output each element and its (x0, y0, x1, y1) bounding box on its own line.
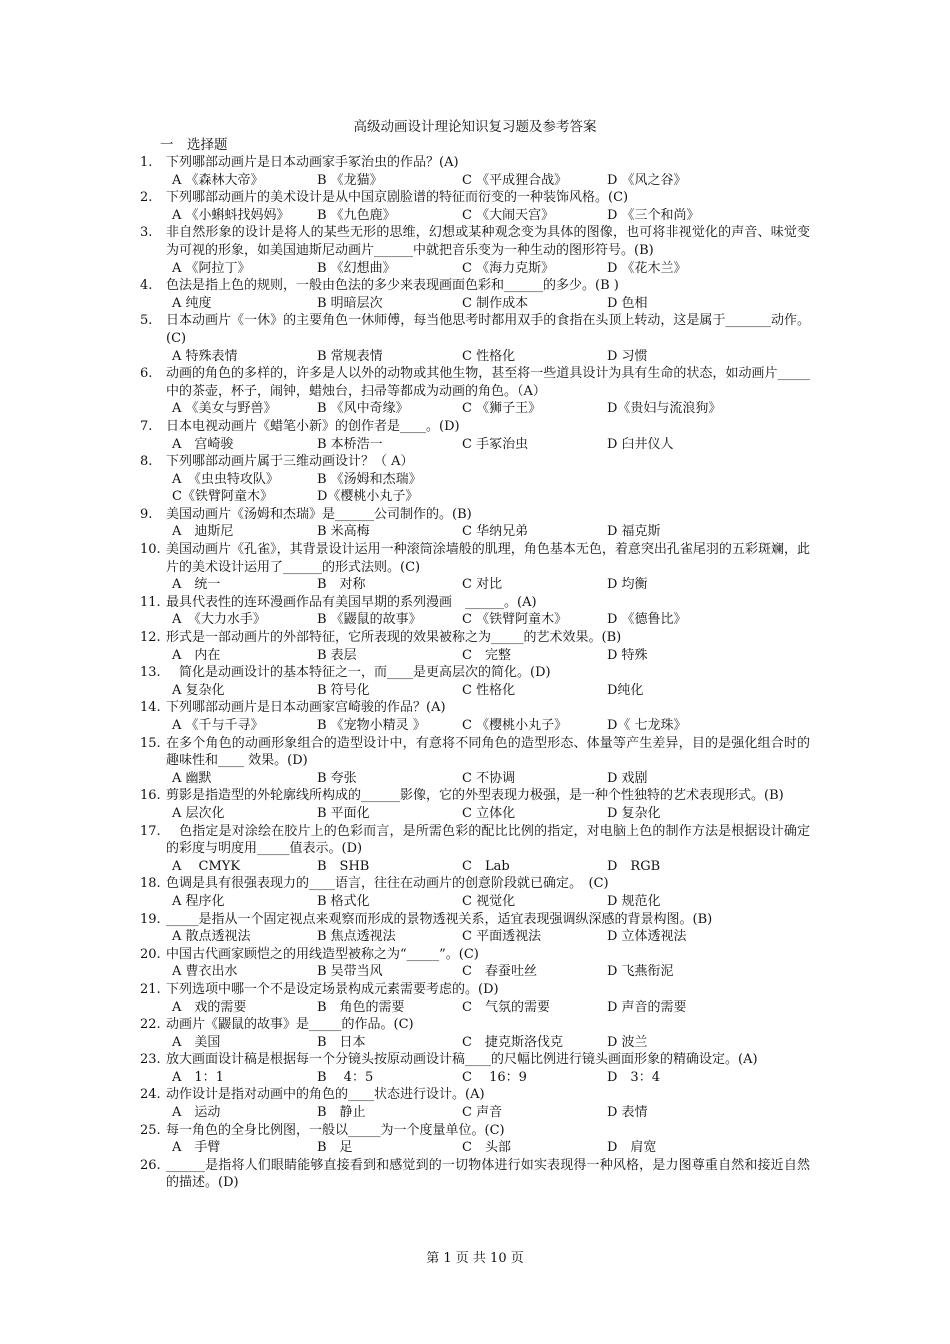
answer-option: D 色相 (607, 295, 648, 311)
answer-option: D 《风之谷》 (607, 172, 687, 188)
answer-option: B 日本 (317, 1034, 366, 1050)
answer-option: B 夸张 (317, 770, 357, 786)
answer-options (172, 1069, 810, 1087)
question-item (140, 312, 810, 365)
question-item (140, 787, 810, 822)
answer-option: D 规范化 (607, 893, 661, 909)
answer-option: B 《鼹鼠的故事》 (317, 612, 422, 628)
answer-option: C 声音 (462, 1105, 503, 1121)
question-number: 16. (140, 788, 161, 804)
answer-option: C 16：9 (462, 1069, 527, 1085)
question-number: 21. (140, 981, 161, 997)
answer-option: A 散点透视法 (172, 929, 251, 945)
question-item (140, 488, 810, 506)
answer-option: C 不协调 (462, 770, 516, 786)
answer-option: D 声音的需要 (607, 999, 687, 1015)
answer-options (172, 717, 810, 735)
question-text: 下列哪部动画片属于三维动画设计？（ A） (166, 454, 414, 470)
question-text: 色指定是对涂绘在胶片上的色彩而言，是所需色彩的配比比例的指定，对电脑上色的制作方法是根据设计确定的彩度与明度用_____值表示。(D) (166, 823, 810, 857)
answer-option: C 《樱桃小丸子》 (462, 718, 568, 733)
question-text: 美国动画片《孔雀》，其背景设计运用一种滚筒涂墙般的肌理，角色基本无色，着意突出孔雀尾羽的五彩斑斓，此片的美术设计运用了______的形式法则。(C) (166, 542, 810, 575)
answer-option: A 特殊表情 (172, 348, 238, 364)
question-number: 10. (140, 542, 161, 558)
answer-options (172, 260, 810, 278)
answer-options (172, 1034, 810, 1052)
question-number: 25. (140, 1122, 161, 1138)
answer-option: D纯化 (607, 682, 644, 698)
answer-options (172, 576, 810, 594)
answer-option: B 常规表情 (317, 348, 383, 364)
answer-option: A 复杂化 (172, 682, 225, 698)
answer-options (172, 611, 810, 629)
question-text: 色调是具有很强表现力的____语言，往往在动画片的创意阶段就已确定。 (C) (166, 876, 609, 892)
answer-option: D 特殊 (607, 647, 648, 663)
answer-option: B 平面化 (317, 805, 370, 821)
answer-option: D 《花木兰》 (607, 260, 687, 276)
page-footer: 第 1 页 共 10 页 (426, 1251, 524, 1266)
question-number: 20. (140, 946, 161, 962)
question-item (140, 735, 810, 788)
answer-option: B SHB (317, 858, 370, 874)
answer-option: C 性格化 (462, 682, 516, 698)
answer-option: D 福克斯 (607, 524, 661, 540)
answer-options (172, 523, 810, 541)
answer-option: C 《平成狸合战》 (462, 172, 568, 188)
answer-options (172, 172, 810, 190)
question-number: 9. (140, 506, 153, 522)
question-text: 剪影是指造型的外轮廓线所构成的______影像，它的外型表现力极强，是一种个性独特的艺术表现形式。(B) (166, 788, 784, 804)
answer-option: C 性格化 (462, 348, 516, 364)
answer-option: D 习惯 (607, 348, 648, 364)
answer-option: D 《三个和尚》 (607, 207, 700, 223)
question-item (140, 699, 810, 734)
question-item (140, 453, 810, 488)
answer-option: D 臼井仪人 (607, 436, 674, 452)
answer-options (172, 1139, 810, 1157)
answer-option: D 飞燕衔泥 (607, 964, 674, 980)
answer-option: B 表层 (317, 647, 357, 663)
answer-option: B 《风中奇缘》 (317, 401, 409, 417)
answer-option: A 宫崎骏 (172, 436, 234, 452)
question-number: 13. (140, 665, 161, 681)
question-item (140, 1122, 810, 1157)
answer-options (172, 893, 810, 911)
answer-options (172, 805, 810, 823)
answer-option: B 《龙猫》 (317, 172, 383, 188)
question-text: 形式是一部动画片的外部特征，它所表现的效果被称之为_____的艺术效果。(B) (166, 630, 622, 646)
answer-option: B 静止 (317, 1105, 366, 1121)
answer-option: D RGB (607, 858, 661, 874)
answer-options (172, 858, 810, 876)
answer-options (172, 207, 810, 225)
question-text: _____是指从一个固定视点来观察而形成的景物透视关系，适宜表现强调纵深感的背景构图。(B) (166, 911, 713, 927)
answer-options (172, 928, 810, 946)
answer-option: D 3：4 (607, 1069, 660, 1085)
answer-option: C 立体化 (462, 805, 516, 821)
question-item (140, 1051, 810, 1086)
answer-option: A 内在 (172, 647, 221, 663)
question-number: 17. (140, 823, 161, 839)
answer-options (172, 295, 810, 313)
answer-options (172, 488, 810, 506)
question-text: 最具代表性的连环漫画作品有美国早期的系列漫画 ______。(A) (166, 594, 537, 610)
answer-option: A 纯度 (172, 295, 212, 311)
question-number: 23. (140, 1052, 161, 1068)
question-number: 2. (140, 190, 153, 206)
answer-option: B 吴带当风 (317, 964, 383, 980)
answer-options (172, 999, 810, 1017)
question-text: 简化是动画设计的基本特征之一，而____是更高层次的简化。(D) (166, 665, 551, 681)
question-text: ______是指将人们眼睛能够直接看到和感觉到的一切物体进行如实表现得一种风格，是力图尊重自然和接近自然的描述。(D) (166, 1157, 810, 1191)
answer-option: A 《森林大帝》 (172, 172, 264, 188)
answer-options (172, 348, 810, 366)
answer-option: C 捷克斯洛伐克 (462, 1034, 563, 1050)
question-text: 动画的角色的多样的，许多是人以外的动物或其他生物，甚至将一些道具设计为具有生命的状态，如动画片_____中的茶壶，杯子，闹钟，蜡烛台，扫帚等都成为动画的角色。（A） (166, 366, 810, 399)
question-list (140, 154, 810, 1192)
answer-option: D 复杂化 (607, 805, 661, 821)
question-number: 15. (140, 735, 161, 751)
answer-option: A 美国 (172, 1034, 221, 1050)
answer-option: D 《德鲁比》 (607, 612, 687, 628)
answer-option: D 均衡 (607, 577, 648, 593)
question-text: 在多个角色的动画形象组合的造型设计中，有意将不同角色的造型形态、体量等产生差异，目的是强化组合时的趣味性和____ 效果。(D) (166, 735, 810, 769)
answer-option: D《贵妇与流浪狗》 (607, 401, 722, 417)
answer-options (172, 647, 810, 665)
answer-option: B 明暗层次 (317, 295, 383, 311)
answer-option: C 视觉化 (462, 893, 516, 909)
answer-option: C 头部 (462, 1140, 511, 1156)
answer-option: B 米高梅 (317, 524, 370, 540)
question-number: 19. (140, 911, 161, 927)
answer-option: A 手臂 (172, 1140, 221, 1156)
question-text: 下列选项中哪一个不是设定场景构成元素需要考虑的。(D) (166, 981, 499, 997)
answer-option: A 程序化 (172, 893, 225, 909)
question-number: 12. (140, 630, 161, 646)
answer-option: B 符号化 (317, 682, 370, 698)
answer-option: D 波兰 (607, 1034, 648, 1050)
answer-option: B 对称 (317, 577, 366, 593)
answer-option: A 幽默 (172, 770, 212, 786)
answer-option: C 《大闹天宫》 (462, 207, 555, 223)
answer-option: A 《大力水手》 (172, 612, 266, 628)
question-item (140, 154, 810, 189)
question-text: 动画片《鼹鼠的故事》是_____的作品。(C) (166, 1017, 414, 1033)
answer-option: B 角色的需要 (317, 999, 405, 1015)
answer-option: C 制作成本 (462, 295, 529, 311)
answer-option: A CMYK (172, 858, 241, 874)
question-number: 3. (140, 225, 153, 241)
answer-option: A 1：1 (172, 1069, 224, 1085)
question-text: 中国古代画家顾恺之的用线造型被称之为“_____”。(C) (166, 946, 479, 962)
question-text: 动作设计是指对动画中的角色的____状态进行设计。(A) (166, 1087, 485, 1103)
answer-option: B 《汤姆和杰瑞》 (317, 471, 422, 487)
question-number: 14. (140, 700, 161, 716)
question-text: 美国动画片《汤姆和杰瑞》是______公司制作的。(B) (166, 506, 472, 522)
answer-option: C 完整 (462, 647, 511, 663)
answer-option: A 曹衣出水 (172, 964, 238, 980)
answer-option: B 《九色鹿》 (317, 207, 396, 223)
answer-option: A 层次化 (172, 805, 225, 821)
question-item (140, 277, 810, 312)
answer-option: D 戏剧 (607, 770, 648, 786)
question-text: 下列哪部动画片是日本动画家手冢治虫的作品？(A) (166, 155, 459, 170)
question-item (140, 1016, 810, 1051)
answer-option: C Lab (462, 858, 510, 874)
question-number: 7. (140, 418, 153, 434)
answer-option: C 平面透视法 (462, 929, 542, 945)
answer-option: D 肩宽 (607, 1140, 657, 1156)
question-item (140, 541, 810, 594)
answer-option: D 表情 (607, 1105, 648, 1121)
question-item (140, 1157, 810, 1192)
answer-option: C 气氛的需要 (462, 999, 550, 1015)
question-item (140, 629, 810, 664)
answer-options (172, 1104, 810, 1122)
answer-option: B 4：5 (317, 1069, 374, 1085)
question-item (140, 823, 810, 876)
question-item (140, 506, 810, 541)
answer-option: C 手冢治虫 (462, 436, 529, 452)
question-item (140, 189, 810, 224)
answer-option: B 《宠物小精灵 》 (317, 718, 426, 733)
question-item (140, 946, 810, 981)
answer-option: C 对比 (462, 577, 503, 593)
question-number: 26. (140, 1157, 161, 1173)
answer-option: C 华纳兄弟 (462, 524, 529, 540)
answer-option: A 运动 (172, 1105, 221, 1121)
answer-options (172, 682, 810, 700)
question-item (140, 418, 810, 453)
answer-option: A 《阿拉丁》 (172, 260, 251, 276)
answer-option: C 春蚕吐丝 (462, 964, 537, 980)
question-item (140, 1086, 810, 1121)
answer-option: C 《海力克斯》 (462, 260, 555, 276)
question-number: 1. (140, 155, 153, 170)
question-text: 色法是指上色的规则，一般由色法的多少来表现画面色彩和______的多少。(B ) (166, 278, 619, 294)
answer-options (172, 471, 810, 489)
answer-option: B 焦点透视法 (317, 929, 396, 945)
answer-options (172, 770, 810, 788)
question-number: 24. (140, 1087, 161, 1103)
question-text: 下列哪部动画片是日本动画家宫崎骏的作品？(A) (166, 700, 446, 716)
question-text: 非自然形象的设计是将人的某些无形的思维，幻想或某种观念变为具体的图像，也可将非视觉化的声音、味觉变为可视的形象，如美国迪斯尼动画片______中就把音乐变为一种生动的图形符号。(B) (166, 225, 810, 258)
answer-option: D《 七龙珠》 (607, 718, 687, 733)
answer-option: B 本桥浩一 (317, 436, 383, 452)
answer-option: A 统一 (172, 577, 221, 593)
question-number: 4. (140, 278, 153, 294)
answer-option: A 《千与千寻》 (172, 718, 264, 733)
question-item (140, 664, 810, 699)
question-text: 放大画面设计稿是根据每一个分镜头按原动画设计稿____的尺幅比例进行镜头画面形象的精确设定。(A) (166, 1052, 758, 1068)
question-number: 11. (140, 594, 161, 610)
question-item (140, 911, 810, 946)
answer-options (172, 963, 810, 981)
answer-option: A 《小蝌蚪找妈妈》 (172, 207, 290, 223)
question-number: 22. (140, 1017, 161, 1033)
answer-option: D 立体透视法 (607, 929, 687, 945)
question-number: 5. (140, 313, 153, 329)
answer-option: B 足 (317, 1140, 353, 1156)
question-item (140, 365, 810, 418)
answer-options (172, 400, 810, 418)
question-text: 下列哪部动画片的美术设计是从中国京剧脸谱的特征而衍变的一种装饰风格。(C) (166, 190, 629, 206)
document-title: 高级动画设计理论知识复习题及参考答案 (353, 119, 597, 135)
answer-options (172, 436, 810, 454)
question-text: 日本电视动画片《蜡笔小新》的创作者是____。(D) (166, 418, 460, 434)
question-number: 8. (140, 454, 153, 470)
section-heading: 一 选择题 (160, 137, 228, 153)
question-number: 6. (140, 366, 153, 382)
answer-option: C 《铁臂阿童木》 (462, 612, 568, 628)
answer-option: A 《美女与野兽》 (172, 401, 277, 417)
question-text: 日本动画片《一休》的主要角色一休师傅，每当他思考时都用双手的食指在头顶上转动，这是属于_______动作。(C) (166, 313, 810, 346)
answer-option: C 《狮子王》 (462, 401, 542, 417)
question-item (140, 875, 810, 910)
question-text: 每一角色的全身比例图，一般以_____为一个度量单位。(C) (166, 1122, 505, 1138)
answer-option: B 格式化 (317, 893, 370, 909)
question-number: 18. (140, 876, 161, 892)
answer-option: C《铁臂阿童木》 (172, 489, 273, 505)
question-item (140, 224, 810, 277)
answer-option: B 《幻想曲》 (317, 260, 396, 276)
question-item (140, 594, 810, 629)
question-item (140, 981, 810, 1016)
answer-option: D《樱桃小丸子》 (317, 489, 419, 505)
answer-option: A 戏的需要 (172, 999, 247, 1015)
answer-option: A 迪斯尼 (172, 524, 234, 540)
answer-option: A 《虫虫特攻队》 (172, 471, 279, 487)
